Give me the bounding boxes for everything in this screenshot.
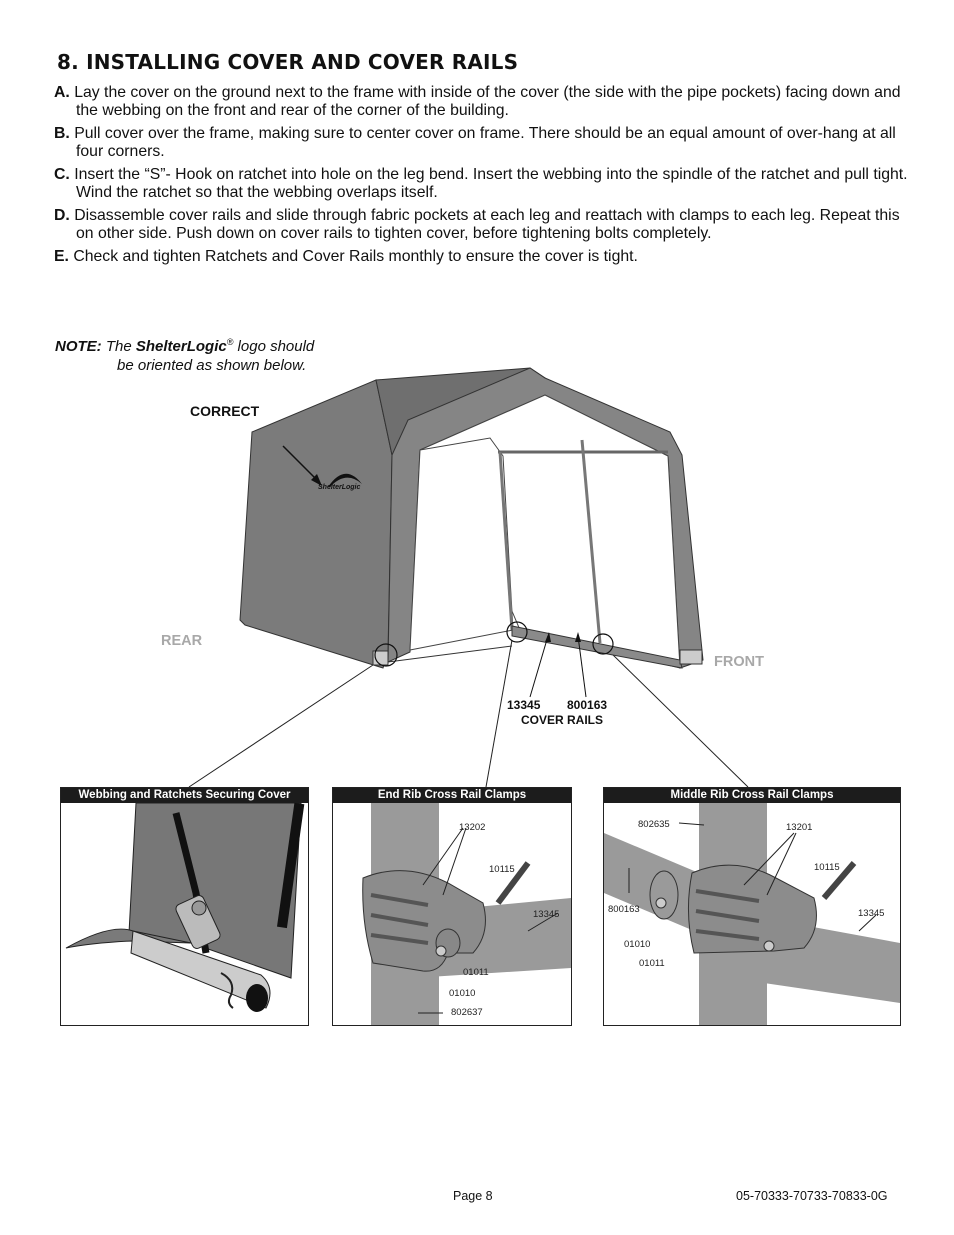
step-letter: A.: [54, 84, 70, 101]
part-label: 01010: [449, 988, 476, 999]
step-letter: C.: [54, 166, 70, 183]
cover-rails-label: COVER RAILS: [521, 713, 604, 727]
part-label: 01011: [639, 958, 665, 969]
part-label: 01011: [463, 967, 489, 978]
webbing-ratchet-drawing: [61, 803, 308, 1025]
step-text: Check and tighten Ratchets and Cover Rails monthly to ensure the cover is tight.: [73, 248, 638, 265]
step-text: Insert the “S”- Hook on ratchet into hole on the leg bend. Insert the webbing into the spindle of the ratchet and pull tight. Wind the ratchet so that the webbing overlaps itself.: [74, 166, 908, 201]
panel-webbing-ratchets: [60, 787, 309, 1026]
part-label: 802635: [638, 819, 670, 830]
note-pre: The: [105, 338, 132, 355]
part-label: 10115: [489, 864, 515, 875]
part-label: 13201: [786, 822, 813, 833]
front-label: FRONT: [714, 654, 764, 670]
note-reg: ®: [226, 337, 234, 347]
step-letter: B.: [54, 125, 70, 142]
panel-end-rib-clamps: [332, 787, 572, 1026]
panel-middle-rib-clamps: [603, 787, 901, 1026]
step-text: Pull cover over the frame, making sure to center cover on frame. There should be an equal amount of over-hang at all four corners.: [74, 125, 896, 160]
note-post: logo should: [237, 338, 315, 355]
panel-title: Middle Rib Cross Rail Clamps: [604, 788, 900, 803]
page-number: Page 8: [453, 1189, 493, 1203]
step-letter: D.: [54, 207, 70, 224]
rear-label: REAR: [161, 633, 203, 649]
step-letter: E.: [54, 248, 69, 265]
panel-title: Webbing and Ratchets Securing Cover: [61, 788, 308, 803]
part-label: 800163: [608, 904, 640, 915]
step-text: Disassemble cover rails and slide through fabric pockets at each leg and reattach with clamps to each leg. Repeat this on other side. Push down on cover rails to tighten cover, before tightening bolts completely.: [74, 207, 900, 242]
middle-rib-clamp-drawing: [604, 803, 900, 1025]
step-text: Lay the cover on the ground next to the frame with inside of the cover (the side with the pipe pockets) facing down and the webbing on the front and rear of the corner of the building.: [74, 84, 901, 119]
part-label: 13345: [858, 908, 885, 919]
note-brand: ShelterLogic: [135, 338, 227, 355]
note-line2: be oriented as shown below.: [117, 357, 307, 374]
part-label: 13202: [459, 822, 486, 833]
part-13345-label: 13345: [507, 698, 541, 712]
part-label: 802637: [451, 1007, 483, 1018]
part-label: 01010: [624, 939, 651, 950]
correct-label: CORRECT: [190, 403, 260, 419]
document-number: 05-70333-70733-70833-0G: [736, 1189, 888, 1203]
part-label: 13345: [533, 909, 560, 920]
part-800163-label: 800163: [567, 698, 608, 712]
part-label: 10115: [814, 862, 840, 873]
shelterlogic-logo: ShelterLogic: [318, 484, 361, 491]
section-title: 8. INSTALLING COVER AND COVER RAILS: [57, 50, 519, 74]
note-label: NOTE:: [55, 338, 102, 355]
panel-title: End Rib Cross Rail Clamps: [333, 788, 571, 803]
